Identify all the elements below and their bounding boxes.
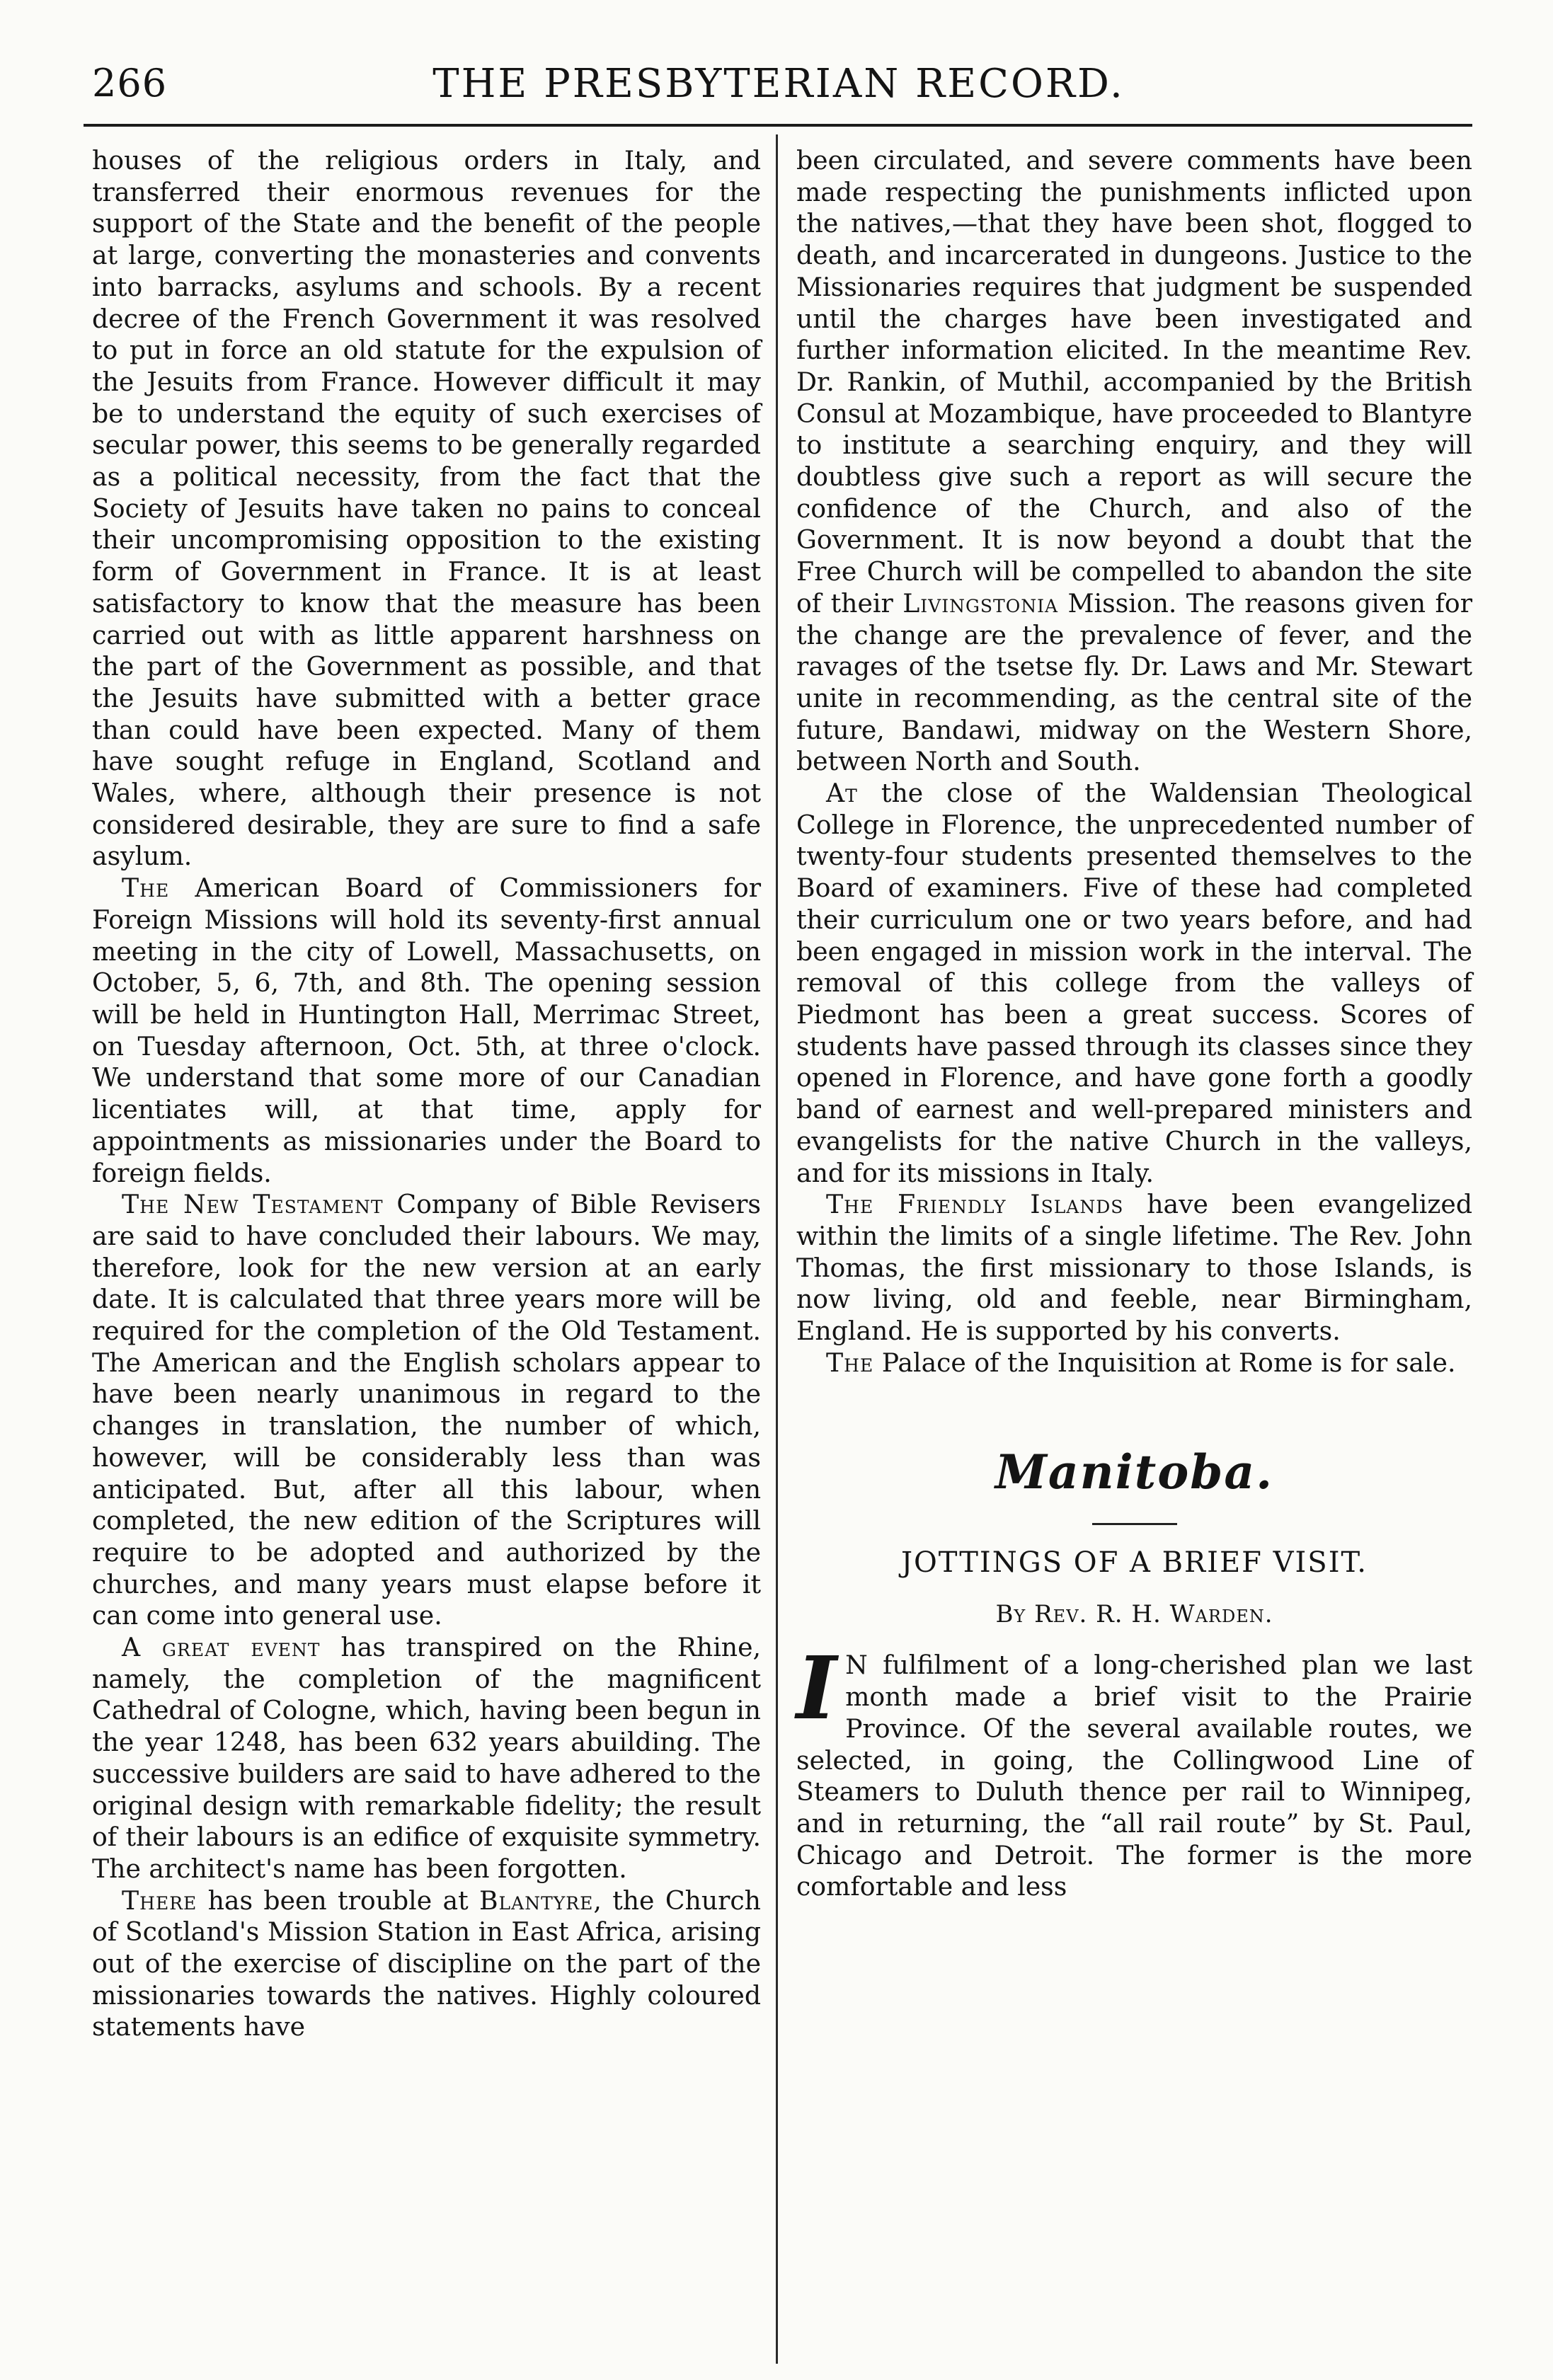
byline-text: By Rev. R. H. Warden. [995, 1600, 1273, 1629]
paragraph-text: , the Church of Scotland's Mission Station in East Africa, arising out of the exercise of discipline on the part of the missionaries towards the natives. Highly coloured statements have [92, 1885, 761, 2042]
paragraph-inquisition-palace [796, 1347, 1472, 1379]
paragraph-text: has been trouble at [197, 1885, 479, 1916]
left-column [92, 145, 761, 2043]
journal-title: THE PRESBYTERIAN RECORD. [432, 61, 1125, 107]
lead-in: At [826, 778, 858, 809]
page-number: 266 [92, 61, 168, 105]
place-name: Livingstonia [902, 587, 1059, 619]
section-title: Manitoba. [995, 1444, 1274, 1500]
lead-in: There [122, 1885, 197, 1916]
page-header [92, 41, 1465, 119]
paragraph-american-board [92, 873, 761, 1189]
paragraph-text: American Board of Commissioners for Foreign Missions will hold its seventy-first annual meeting in the city of Lowell, Massachusetts, on October, 5, 6, 7th, and 8th. The opening session will be held in Huntington Hall, Merrimac Street, on Tuesday afternoon, Oct. 5th, at three o'clock. We understand that some more of our Canadian licentiates will, at that time, apply for appointments as missionaries under the Board to foreign fields. [92, 873, 761, 1188]
byline [796, 1599, 1472, 1630]
right-column [796, 145, 1472, 1903]
paragraph-friendly-islands [796, 1189, 1472, 1347]
paragraph-waldensian-college [796, 778, 1472, 1189]
article-title: JOTTINGS OF A BRIEF VISIT. [900, 1546, 1368, 1580]
paragraph-text: N fulfilment of a long-cherished plan we last month made a brief visit to the Prairie Province. Of the several available routes, we selected, in going, the Collingwood Line of Steamers to Duluth thence per rail to Winnipeg, and in returning, the “all rail route” by St. Paul, Chicago and Detroit. The former is the more comfortable and less [796, 1650, 1472, 1902]
paragraph-text: has transpired on the Rhine, namely, the completion of the magnificent Cathedral of Cologne, which, having been begun in the year 1248, has been 632 years abuilding. The successive builders are said to have adhered to the original design with remarkable fidelity; the result of their labours is an edifice of exquisite symmetry. The architect's name has been forgotten. [92, 1632, 761, 1884]
title-rule [1092, 1523, 1177, 1525]
paragraph-blantyre-continued [796, 145, 1472, 778]
paragraph-text: have been evangelized within the limits of a single lifetime. The Rev. John Thomas, the first missionary to those Islands, is now living, old and feeble, near Birmingham, England. He is supported by his converts. [796, 1189, 1472, 1347]
paragraph-text: Company of Bible Revisers are said to have concluded their labours. We may, therefore, look for the new version at an early date. It is calculated that three years more will be required for the completion of the Old Testament. The American and the English scholars appear to have been nearly unanimous in regard to the changes in translation, the number of which, however, will be considerably less than was anticipated. But, after all this labour, when completed, the new edition of the Scriptures will require to be adopted and authorized by the churches, and many years must elapse before it can come into general use. [92, 1189, 761, 1631]
lead-in: The Friendly Islands [826, 1189, 1124, 1220]
lead-in: The [826, 1347, 874, 1378]
lead-in: The New Testament [122, 1189, 384, 1220]
paragraph-text: Palace of the Inquisition at Rome is for sale. [873, 1347, 1456, 1378]
paragraph-blantyre [92, 1885, 761, 2044]
paragraph-cologne-cathedral [92, 1632, 761, 1885]
paragraph-text: Mission. The reasons given for the change are the prevalence of fever, and the ravages of the tsetse fly. Dr. Laws and Mr. Stewart unite in recommending, as the central site of the future, Bandawi, midway on the Western Shore, between North and South. [796, 587, 1473, 777]
header-rule [84, 124, 1472, 127]
paragraph-religious-orders: houses of the religious orders in Italy, and transferred their enormous revenues for the support of the State and the benefit of the people at large, converting the monasteries and convents into barracks, asylums and schools. By a recent decree of the French Government it was resolved to put in force an old statute for the expulsion of the Jesuits from France. However difficult it may be to understand the equity of such exercises of secular power, this seems to be generally regarded as a political necessity, from the fact that the Society of Jesuits have taken no pains to conceal their uncompromising opposition to the existing form of Government in France. It is at least satisfactory to know that the measure has been carried out with as little apparent harshness on the part of the Government as possible, and that the Jesuits have submitted with a better grace than could have been expected. Many of them have sought refuge in England, Scotland and Wales, where, although their presence is not considered desirable, they are sure to find a safe asylum. [92, 145, 761, 872]
column-divider [776, 134, 778, 2364]
lead-in: A great event [122, 1632, 321, 1663]
place-name: Blantyre [478, 1885, 594, 1916]
paragraph-text: the close of the Waldensian Theological College in Florence, the unprecedented number of twenty-four students presented themselves to the Board of examiners. Five of these had completed their curriculum one or two years before, and had been engaged in mission work in the interval. The removal of this college from the valleys of Piedmont has been a great success. Scores of students have passed through its classes since they opened in Florence, and have gone forth a goodly band of earnest and well-prepared ministers and evangelists for the native Church in the valleys, and for its missions in Italy. [796, 778, 1472, 1188]
paragraph-text: been circulated, and severe comments have been made respecting the punishments inflicted upon the natives,—that they have been shot, flogged to death, and incarcerated in dungeons. Justice to the Missionaries requires that judgment be suspended until the charges have been investigated and further information elicited. In the meantime Rev. Dr. Rankin, of Muthil, accompanied by the British Consul at Mozambique, have proceeded to Blantyre to institute a searching enquiry, and they will doubtless give such a report as will secure the confidence of the Church, and also of the Government. It is now beyond a doubt that the Free Church will be compelled to abandon the site of their [796, 145, 1472, 619]
drop-cap: I [796, 1637, 837, 1740]
lead-in: The [122, 873, 170, 904]
article-paragraph [796, 1637, 1472, 1903]
paragraph-new-testament [92, 1189, 761, 1632]
